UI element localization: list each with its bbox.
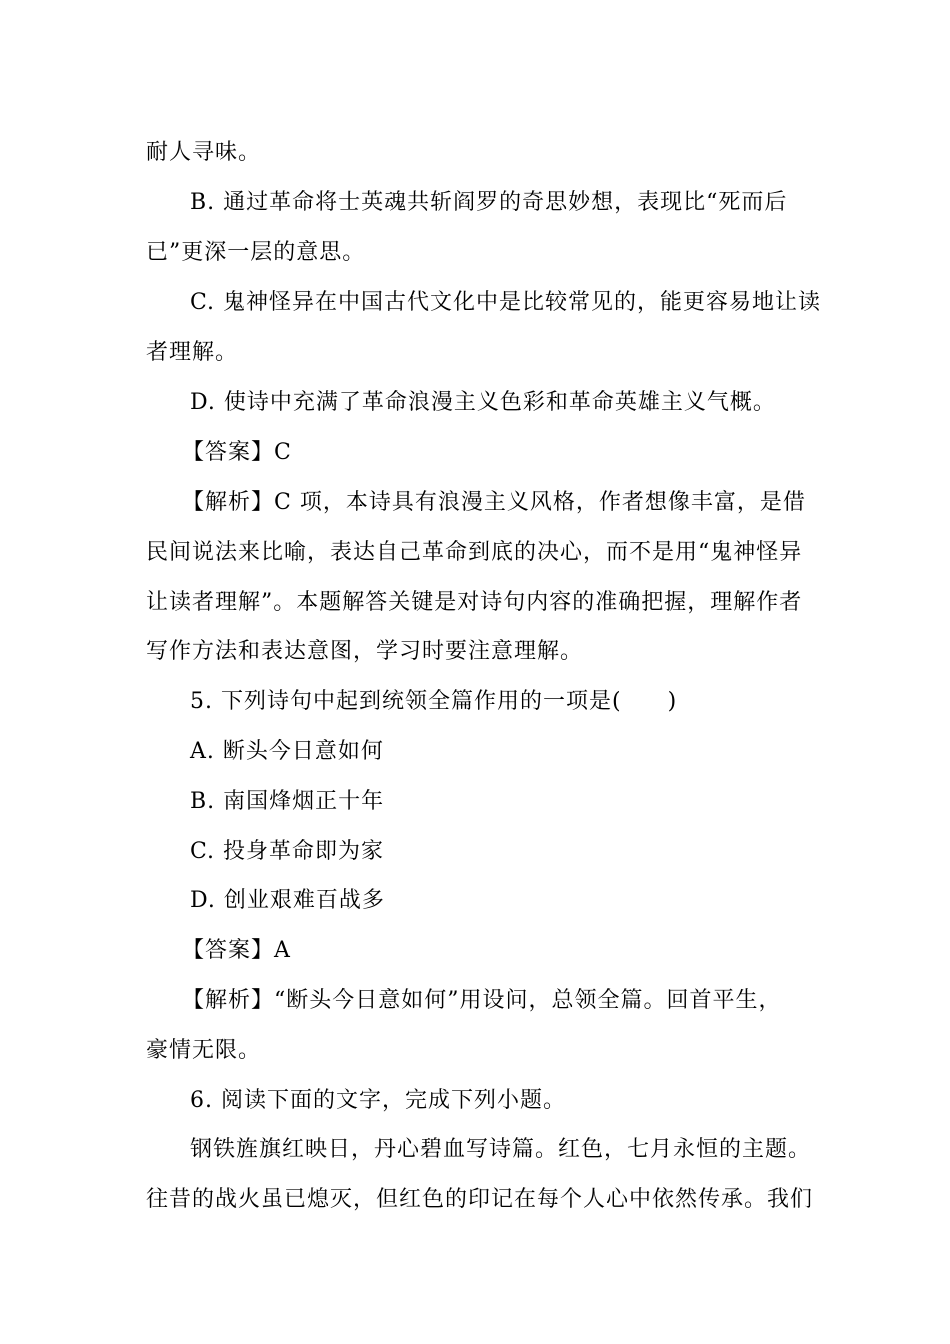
option-a: A. 断头今日意如何 (190, 739, 384, 764)
text-line: 者理解。 (146, 340, 239, 365)
analysis-label: 【解析】C 项，本诗具有浪漫主义风格，作者想像丰富，是借 (182, 490, 806, 515)
text-line: 已”更深一层的意思。 (146, 240, 366, 265)
text-line: 钢铁旌旗红映日，丹心碧血写诗篇。红色，七月永恒的主题。 (190, 1137, 812, 1162)
text-line: 耐人寻味。 (146, 140, 262, 165)
question-6: 6. 阅读下面的文字，完成下列小题。 (190, 1088, 566, 1113)
option-c: C. 投身革命即为家 (190, 839, 385, 864)
option-d: D. 创业艰难百战多 (190, 888, 385, 913)
question-5: 5. 下列诗句中起到统领全篇作用的一项是( ) (190, 689, 678, 714)
text-line: 民间说法来比喻，表达自己革命到底的决心，而不是用“鬼神怪异 (146, 540, 803, 565)
answer-label: 【答案】A (182, 938, 291, 963)
option-b: B. 南国烽烟正十年 (190, 789, 385, 814)
text-line: 豪情无限。 (146, 1038, 262, 1063)
option-c: C. 鬼神怪异在中国古代文化中是比较常见的，能更容易地让读 (190, 290, 822, 315)
option-d: D. 使诗中充满了革命浪漫主义色彩和革命英雄主义气概。 (190, 390, 776, 415)
option-b: B. 通过革命将士英魂共斩阎罗的奇思妙想，表现比“死而后 (190, 190, 788, 215)
analysis-label: 【解析】“断头今日意如何”用设问，总领全篇。回首平生， (182, 988, 782, 1013)
text-line: 写作方法和表达意图，学习时要注意理解。 (146, 639, 584, 664)
text-line: 往昔的战火虽已熄灭，但红色的印记在每个人心中依然传承。我们 (146, 1187, 814, 1212)
answer-label: 【答案】C (182, 440, 292, 465)
text-line: 让读者理解”。本题解答关键是对诗句内容的准确把握，理解作者 (146, 590, 803, 615)
